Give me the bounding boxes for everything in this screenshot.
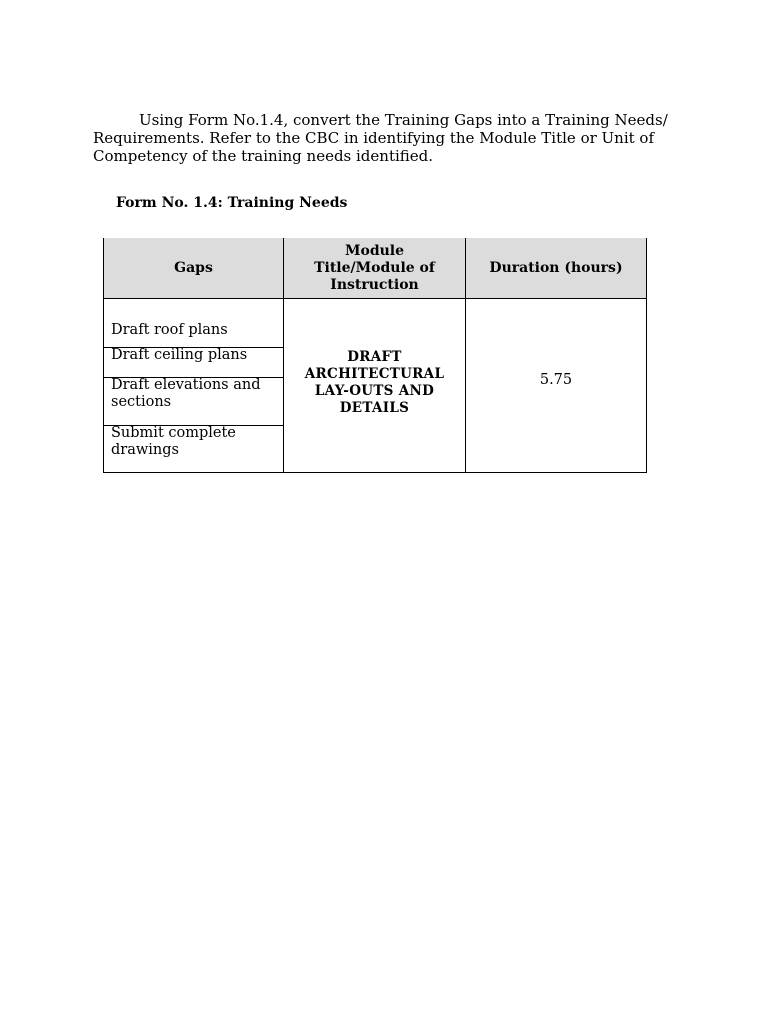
instructions-paragraph: Using Form No.1.4, convert the Training Gaps into a Training Needs/ Requirements. Refer to the CBC in identifying the Module Title or Unit of Competency of the training needs identified. xyxy=(93,111,668,165)
gap-item: Draft elevations and sections xyxy=(111,377,261,410)
training-needs-table xyxy=(103,238,647,473)
gaps-cell xyxy=(103,299,284,473)
header-duration xyxy=(466,238,647,299)
header-gaps xyxy=(103,238,284,299)
header-module-label: Module Title/Module of Instruction xyxy=(314,242,435,293)
gap-item: Submit complete drawings xyxy=(111,425,236,458)
header-gaps-label: Gaps xyxy=(174,259,213,276)
header-module xyxy=(284,238,466,299)
gap-item: Draft roof plans xyxy=(111,322,228,338)
module-cell xyxy=(284,299,466,473)
module-title: DRAFT ARCHITECTURAL LAY-OUTS AND DETAILS xyxy=(304,349,445,416)
form-title: Form No. 1.4: Training Needs xyxy=(116,195,348,211)
gap-item: Draft ceiling plans xyxy=(111,347,248,363)
duration-cell xyxy=(466,299,647,473)
duration-value: 5.75 xyxy=(539,372,573,388)
header-duration-label: Duration (hours) xyxy=(489,259,623,276)
